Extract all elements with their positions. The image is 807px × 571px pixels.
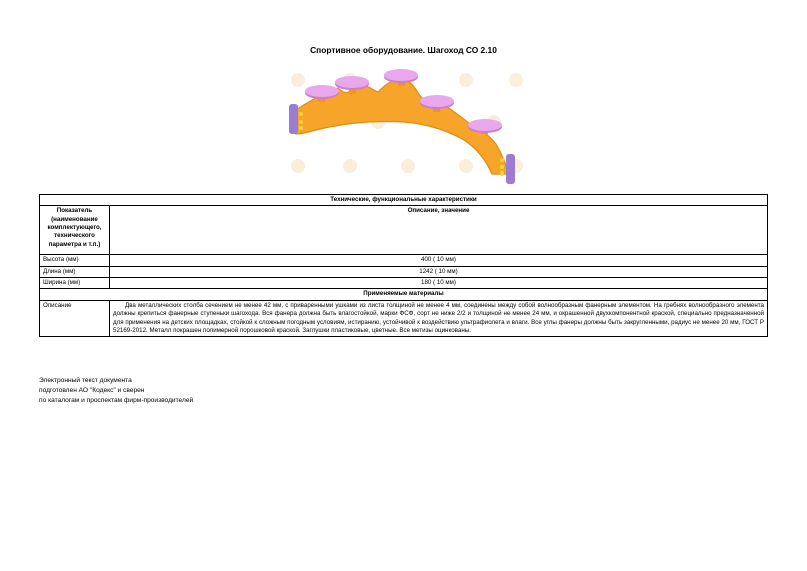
spec-table: [39, 194, 768, 337]
materials-description: Два металлических столба сечением не менее 42 мм, с приваренными ушками из листа толщиной не менее 4 мм, соединены между собой волнообразным фанерным элементом. На гребнях волнообразного элемента должны крепиться фанерные ступеньки шагохода. Вся фанера должна быть влагостойкой, марки ФСФ, сорт не ниже 2/2 и толщиной не менее 24 мм, и окрашенной двухкомпонентной краской, специально предназначенной для применения на детских площадках, стойкой к сложным погодным условиям, истиранию, устойчивой к воздействию ультрафиолета и влаги. Все углы фанеры должны быть закругленными, радиус не менее 20 мм, ГОСТ Р 52169-2012. Металл покрашен полимерной порошковой краской. Заглушки пластиковые, цветные. Все метизы оцинкованы.: [110, 300, 768, 336]
row-value: 400 ( 10 мм): [110, 255, 768, 266]
footer-line: по каталогам и проспектам фирм-производителей: [39, 396, 194, 404]
section-materials-header: Применяемые материалы: [40, 289, 768, 300]
table-row: [40, 300, 768, 336]
right-end-cap: [506, 154, 515, 184]
row-param: Длина (мм): [40, 266, 110, 277]
row-param: Описание: [40, 300, 110, 336]
footer-line: Электронный текст документа: [39, 377, 132, 384]
column-header-value: Описание, значение: [110, 206, 768, 255]
column-header-param: Показатель (наименование комплектующего, технического параметра и т.п.): [40, 206, 110, 255]
table-row: [40, 278, 768, 289]
table-row: [40, 255, 768, 266]
page-title: Спортивное оборудование. Шагоход СО 2.10: [310, 45, 497, 55]
footer-note: [39, 376, 193, 406]
row-param: Ширина (мм): [40, 278, 110, 289]
row-param: Высота (мм): [40, 255, 110, 266]
row-value: 180 ( 10 мм): [110, 278, 768, 289]
section-tech-header: Технические, функциональные характеристики: [40, 195, 768, 206]
table-row: [40, 266, 768, 277]
footer-line: подготовлен АО "Кодекс" и сверен: [39, 386, 145, 394]
row-value: 1242 ( 10 мм): [110, 266, 768, 277]
product-illustration: [280, 62, 530, 196]
left-end-cap: [289, 104, 298, 134]
